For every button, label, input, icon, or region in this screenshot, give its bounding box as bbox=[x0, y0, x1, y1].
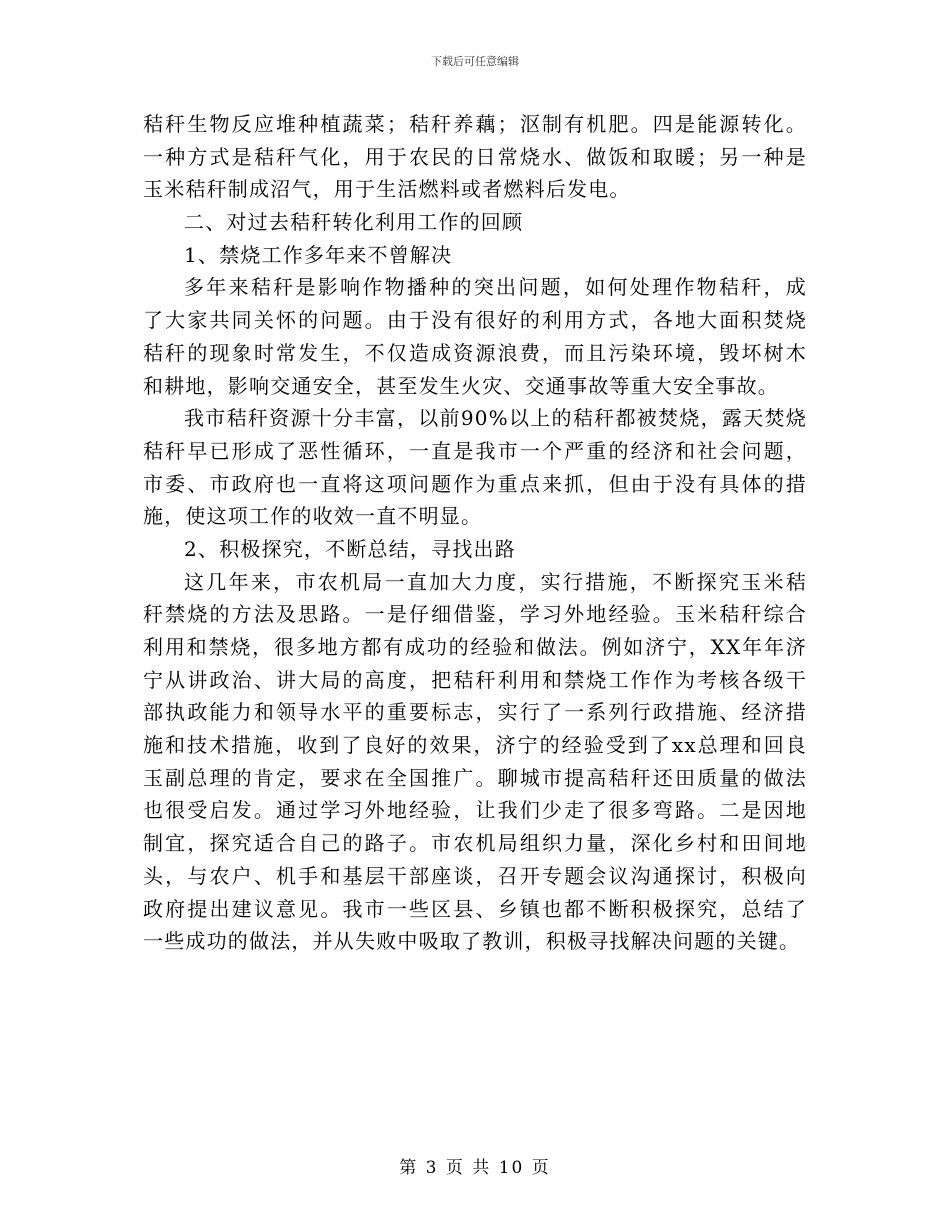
text-line: 头，与农户、机手和基层干部座谈，召开专题会议沟通探讨，积极向 bbox=[143, 863, 807, 888]
text-line: 我市秸秆资源十分丰富，以前90%以上的秸秆都被焚烧，露天焚烧 bbox=[184, 406, 807, 431]
text-line: 宁从讲政治、讲大局的高度，把秸秆利用和禁烧工作作为考核各级干 bbox=[143, 667, 807, 692]
text-line: 了大家共同关怀的问题。由于没有很好的利用方式，各地大面积焚烧 bbox=[143, 308, 807, 333]
text-line: 秆禁烧的方法及思路。一是仔细借鉴，学习外地经验。玉米秸秆综合 bbox=[143, 602, 807, 627]
text-line: 施，使这项工作的收效一直不明显。 bbox=[143, 504, 483, 529]
text-line: 施和技术措施，收到了良好的效果，济宁的经验受到了xx总理和回良 bbox=[143, 733, 807, 758]
text-line: 这几年来，市农机局一直加大力度，实行措施，不断探究玉米秸 bbox=[184, 569, 807, 594]
text-line: 也很受启发。通过学习外地经验，让我们少走了很多弯路。二是因地 bbox=[143, 798, 807, 823]
text-line: 市委、市政府也一直将这项问题作为重点来抓，但由于没有具体的措 bbox=[143, 471, 807, 496]
text-line: 一些成功的做法，并从失败中吸取了教训，积极寻找解决问题的关键。 bbox=[143, 929, 801, 954]
text-line: 秸秆的现象时常发生，不仅造成资源浪费，而且污染环境，毁坏树木 bbox=[143, 340, 807, 365]
text-line: 利用和禁烧，很多地方都有成功的经验和做法。例如济宁，XX年年济 bbox=[143, 635, 807, 659]
text-line: 秸秆早已形成了恶性循环，一直是我市一个严重的经济和社会问题， bbox=[143, 438, 807, 463]
text-line: 部执政能力和领导水平的重要标志，实行了一系列行政措施、经济措 bbox=[143, 700, 807, 725]
text-line: 1、禁烧工作多年来不曾解决 bbox=[184, 242, 453, 267]
text-line: 多年来秸秆是影响作物播种的突出问题，如何处理作物秸秆，成 bbox=[184, 275, 807, 300]
text-line: 政府提出建议意见。我市一些区县、乡镇也都不断积极探究，总结了 bbox=[143, 896, 807, 921]
page-footer: 第 3 页 共 10 页 bbox=[399, 1158, 551, 1178]
text-line: 一种方式是秸秆气化，用于农民的日常烧水、做饭和取暖；另一种是 bbox=[143, 144, 807, 169]
text-line: 玉米秸秆制成沼气，用于生活燃料或者燃料后发电。 bbox=[143, 177, 631, 202]
page-header: 下载后可任意编辑 bbox=[431, 55, 519, 68]
document-body bbox=[143, 108, 807, 958]
text-line: 2、积极探究，不断总结，寻找出路 bbox=[184, 536, 516, 561]
text-line: 秸秆生物反应堆种植蔬菜；秸秆养藕；沤制有机肥。四是能源转化。 bbox=[143, 112, 807, 136]
text-line: 二、对过去秸秆转化利用工作的回顾 bbox=[184, 210, 524, 235]
text-line: 制宜，探究适合自己的路子。市农机局组织力量，深化乡村和田间地 bbox=[143, 831, 807, 856]
text-line: 和耕地，影响交通安全，甚至发生火灾、交通事故等重大安全事故。 bbox=[143, 373, 779, 398]
text-line: 玉副总理的肯定，要求在全国推广。聊城市提高秸秆还田质量的做法 bbox=[143, 765, 807, 790]
